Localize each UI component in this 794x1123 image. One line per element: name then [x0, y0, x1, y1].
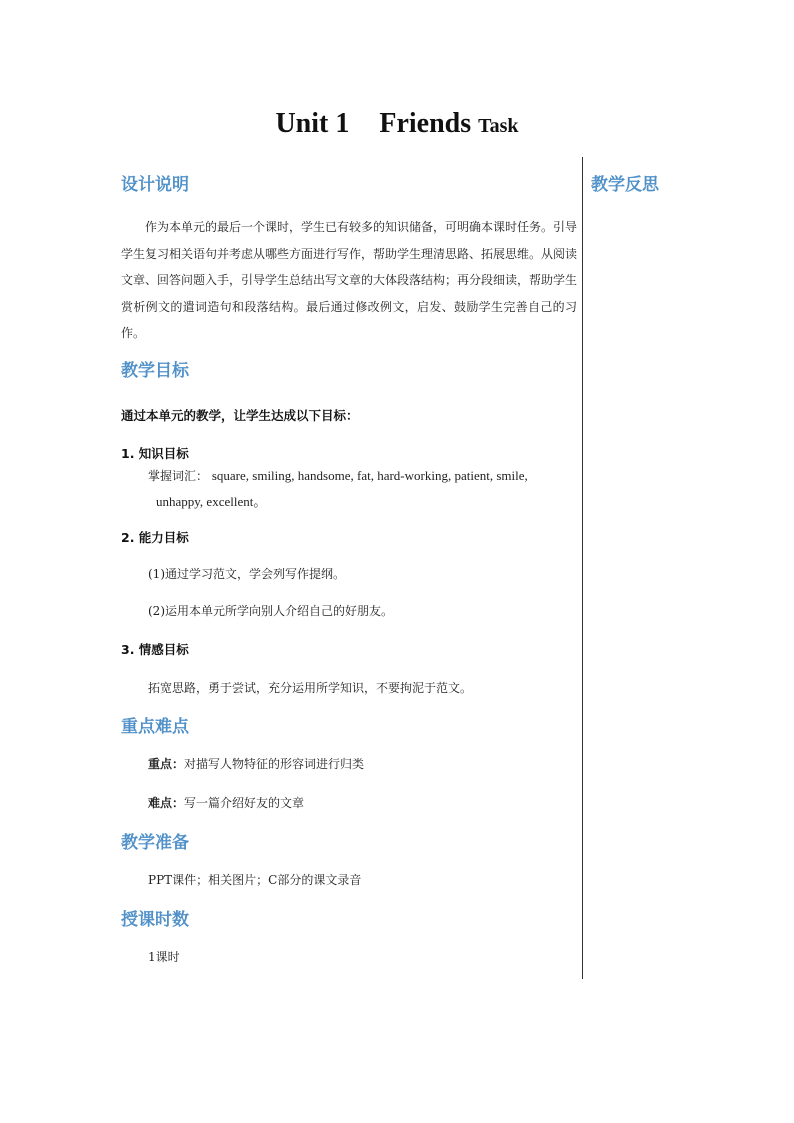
hours-body: 1课时	[148, 950, 180, 964]
objectives-heading: 教学目标	[121, 361, 189, 381]
keypoints-focus	[148, 755, 364, 772]
page-title	[0, 108, 794, 140]
ability-item-1: (1)通过学习范文，学会列写作提纲。	[148, 567, 345, 581]
title-unit: Unit 1	[275, 108, 350, 139]
objectives-intro: 通过本单元的教学，让学生达成以下目标：	[121, 408, 359, 423]
design-heading: 设计说明	[121, 175, 189, 195]
title-main: Friends	[379, 108, 472, 139]
emotion-title: 3. 情感目标	[121, 642, 189, 657]
preparation-body: PPT课件；相关图片；C部分的课文录音	[148, 873, 362, 887]
ability-title: 2. 能力目标	[121, 530, 189, 545]
hours-heading: 授课时数	[121, 910, 189, 930]
knowledge-words: square, smiling, handsome, fat, hard-working, patient, smile,	[211, 468, 528, 483]
ability-item-2: (2)运用本单元所学向别人介绍自己的好朋友。	[148, 604, 393, 618]
column-divider	[582, 157, 583, 979]
focus-label: 重点：	[148, 757, 185, 771]
knowledge-vocab-line2: unhappy, excellent。	[156, 494, 267, 509]
title-task: Task	[478, 115, 519, 137]
keypoints-heading: 重点难点	[121, 717, 189, 737]
difficulty-text: 写一篇介绍好友的文章	[184, 796, 305, 810]
knowledge-title: 1. 知识目标	[121, 446, 189, 461]
design-body: 作为本单元的最后一个课时，学生已有较多的知识储备，可明确本课时任务。引导学生复习相关语句并考虑从哪些方面进行写作，帮助学生理清思路、拓展思维。从阅读文章、回答问题入手，引导学生总结出写文章的大体段落结构；再分段细读，帮助学生赏析例文的遣词造句和段落结构。最后通过修改例文，启发、鼓励学生完善自己的习作。	[121, 220, 578, 340]
difficulty-label: 难点：	[148, 796, 185, 810]
keypoints-difficulty	[148, 794, 304, 811]
focus-text: 对描写人物特征的形容词进行归类	[184, 757, 365, 771]
knowledge-vocab-line1	[148, 467, 528, 484]
emotion-body: 拓宽思路，勇于尝试，充分运用所学知识，不要拘泥于范文。	[148, 681, 473, 695]
reflection-heading: 教学反思	[591, 175, 659, 195]
preparation-heading: 教学准备	[121, 833, 189, 853]
knowledge-lead: 掌握词汇：	[148, 469, 209, 483]
